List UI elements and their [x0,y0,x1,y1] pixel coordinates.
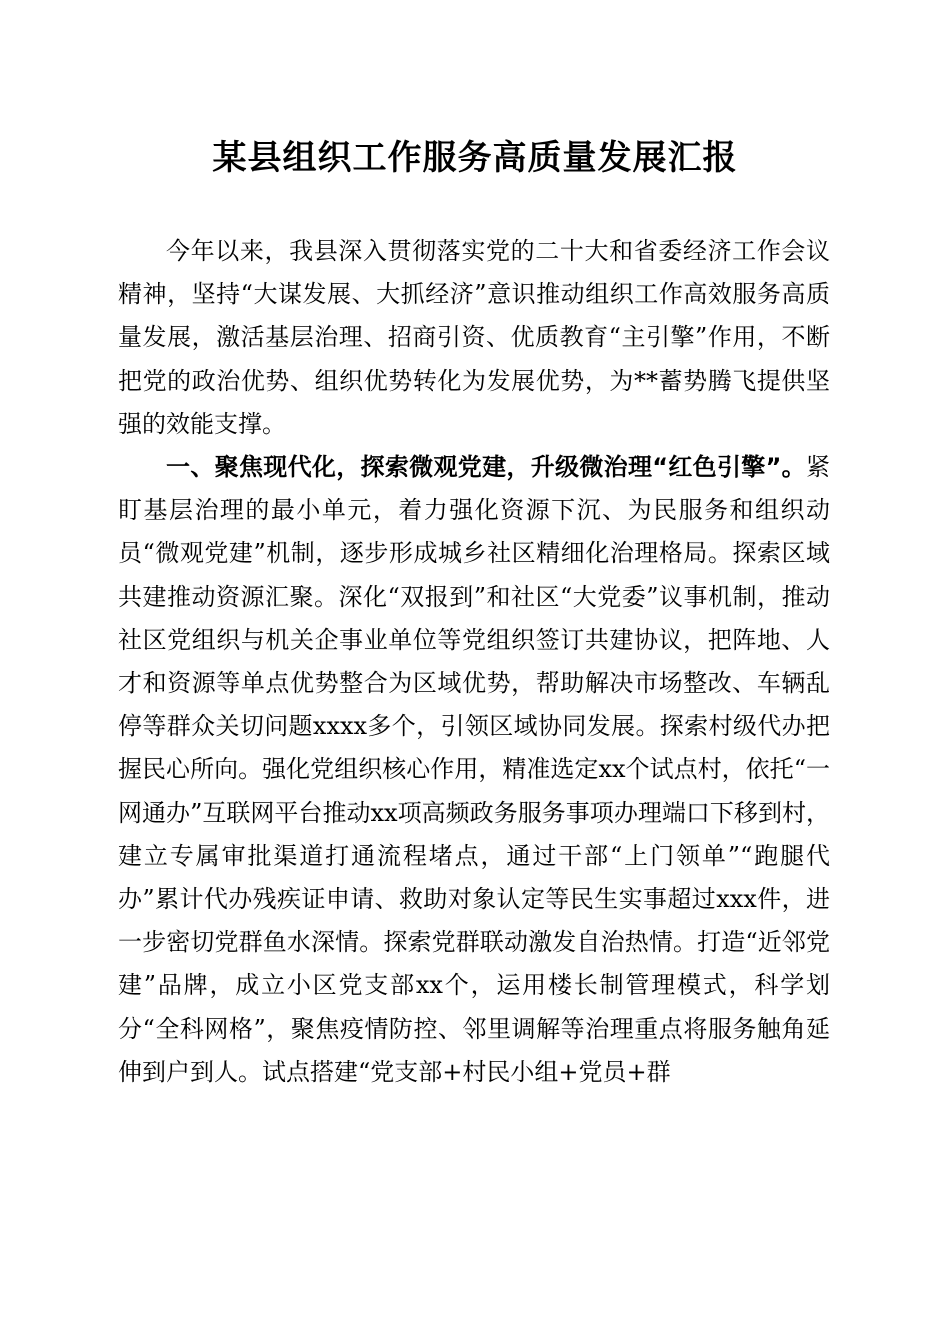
section-1-heading: 一、聚焦现代化，探索微观党建，升级微治理“红色引擎”。 [166,453,806,482]
section-1-paragraph [118,446,830,1094]
section-1-body: 紧盯基层治理的最小单元，着力强化资源下沉、为民服务和组织动员“微观党建”机制，逐步形成城乡社区精细化治理格局。探索区域共建推动资源汇聚。深化“双报到”和社区“大党委”议事机制，推动社区党组织与机关企事业单位等党组织签订共建协议，把阵地、人才和资源等单点优势整合为区域优势，帮助解决市场整改、车辆乱停等群众关切问题xxxx多个，引领区域协同发展。探索村级代办把握民心所向。强化党组织核心作用，精准选定xx个试点村，依托“一网通办”互联网平台推动xx项高频政务服务事项办理端口下移到村，建立专属审批渠道打通流程堵点，通过干部“上门领单”“跑腿代办”累计代办残疾证申请、救助对象认定等民生实事超过xxx件，进一步密切党群鱼水深情。探索党群联动激发自治热情。打造“近邻党建”品牌，成立小区党支部xx个，运用楼长制管理模式，科学划分“全科网格”，聚焦疫情防控、邻里调解等治理重点将服务触角延伸到户到人。试点搭建“党支部+村民小组+党员+群 [118,453,830,1086]
document-body [118,230,830,1094]
document-title: 某县组织工作服务高质量发展汇报 [212,138,738,178]
intro-paragraph: 今年以来，我县深入贯彻落实党的二十大和省委经济工作会议精神，坚持“大谋发展、大抓经济”意识推动组织工作高效服务高质量发展，激活基层治理、招商引资、优质教育“主引擎”作用，不断把党的政治优势、组织优势转化为发展优势，为**蓄势腾飞提供坚强的效能支撑。 [118,237,830,438]
